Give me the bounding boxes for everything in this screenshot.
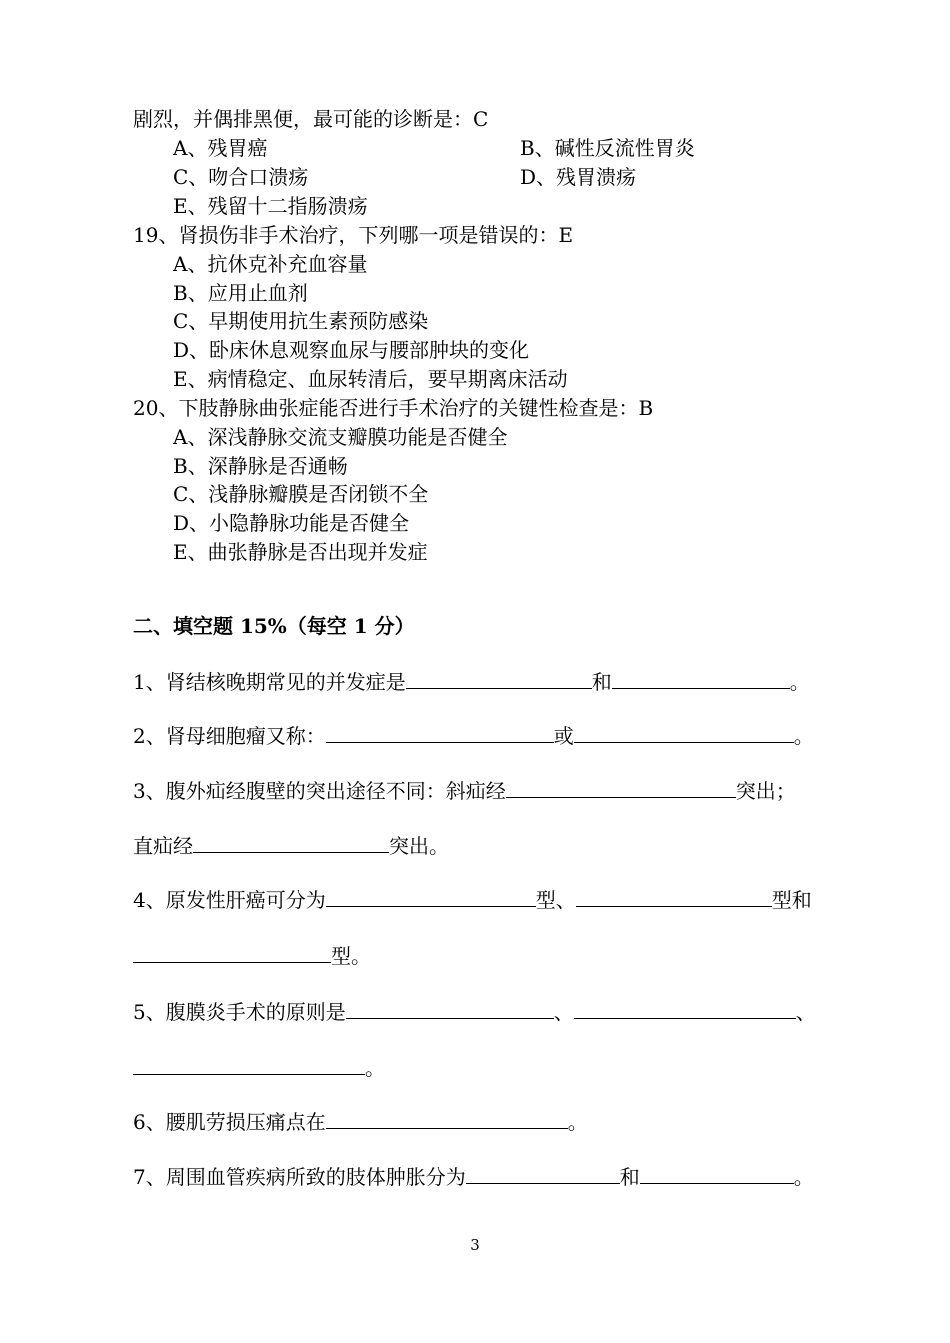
fill-question-1: 1、肾结核晚期常见的并发症是 和 。 <box>133 670 810 694</box>
answer-blank[interactable] <box>346 998 554 1019</box>
fill-question-5-line2: 。 <box>133 1054 385 1082</box>
answer-blank[interactable] <box>506 777 736 798</box>
fill-question-7: 7、周围血管疾病所致的肢体肿胀分为 和 。 <box>133 1165 814 1189</box>
q20-option-e: E、曲张静脉是否出现并发症 <box>173 540 428 564</box>
q18-option-e: E、残留十二指肠溃疡 <box>173 194 368 218</box>
q18-option-a: A、残胃癌 <box>173 136 268 160</box>
answer-blank[interactable] <box>406 668 592 689</box>
answer-blank[interactable] <box>576 886 772 907</box>
answer-blank[interactable] <box>612 668 790 689</box>
answer-blank[interactable] <box>574 998 796 1019</box>
fill-question-3: 3、腹外疝经腹壁的突出途径不同：斜疝经 突出； <box>133 779 796 803</box>
answer-blank[interactable] <box>640 1163 794 1184</box>
q18-option-c: C、吻合口溃疡 <box>173 165 309 189</box>
q18-option-b: B、碱性反流性胃炎 <box>520 136 695 160</box>
answer-blank[interactable] <box>326 1108 568 1129</box>
q20-question: 20、下肢静脉曲张症能否进行手术治疗的关键性检查是：B <box>133 396 654 420</box>
q19-option-e: E、病情稳定、血尿转清后，要早期离床活动 <box>173 367 568 391</box>
answer-blank[interactable] <box>574 722 794 743</box>
section-heading-fill-in: 二、填空题 15%（每空 1 分） <box>133 614 415 638</box>
fill-question-5: 5、腹膜炎手术的原则是 、 、 <box>133 1000 816 1024</box>
q19-option-c: C、早期使用抗生素预防感染 <box>173 309 429 333</box>
q20-option-d: D、小隐静脉功能是否健全 <box>173 511 410 535</box>
answer-blank[interactable] <box>326 886 536 907</box>
page-number: 3 <box>470 1236 480 1254</box>
fill-question-2: 2、肾母细胞瘤又称： 或 。 <box>133 724 814 748</box>
q19-option-d: D、卧床休息观察血尿与腰部肿块的变化 <box>173 338 530 362</box>
q18-option-d: D、残胃溃疡 <box>520 165 637 189</box>
answer-blank[interactable] <box>133 1054 365 1075</box>
fill-question-6: 6、腰肌劳损压痛点在 。 <box>133 1110 588 1134</box>
fill-question-4: 4、原发性肝癌可分为 型、 型和 <box>133 888 812 912</box>
q19-option-b: B、应用止血剂 <box>173 281 308 305</box>
q20-option-c: C、浅静脉瓣膜是否闭锁不全 <box>173 482 429 506</box>
q19-question: 19、肾损伤非手术治疗，下列哪一项是错误的：E <box>133 223 574 247</box>
answer-blank[interactable] <box>193 832 389 853</box>
q19-option-a: A、抗休克补充血容量 <box>173 252 368 276</box>
fill-question-3-line2: 直疝经 突出。 <box>133 834 449 858</box>
answer-blank[interactable] <box>466 1163 620 1184</box>
answer-blank[interactable] <box>133 942 331 963</box>
q20-option-b: B、深静脉是否通畅 <box>173 454 348 478</box>
q18-continuation: 剧烈，并偶排黑便，最可能的诊断是：C <box>133 107 489 131</box>
answer-blank[interactable] <box>326 722 554 743</box>
q20-option-a: A、深浅静脉交流支瓣膜功能是否健全 <box>173 425 508 449</box>
fill-question-4-line2: 型。 <box>133 942 371 970</box>
